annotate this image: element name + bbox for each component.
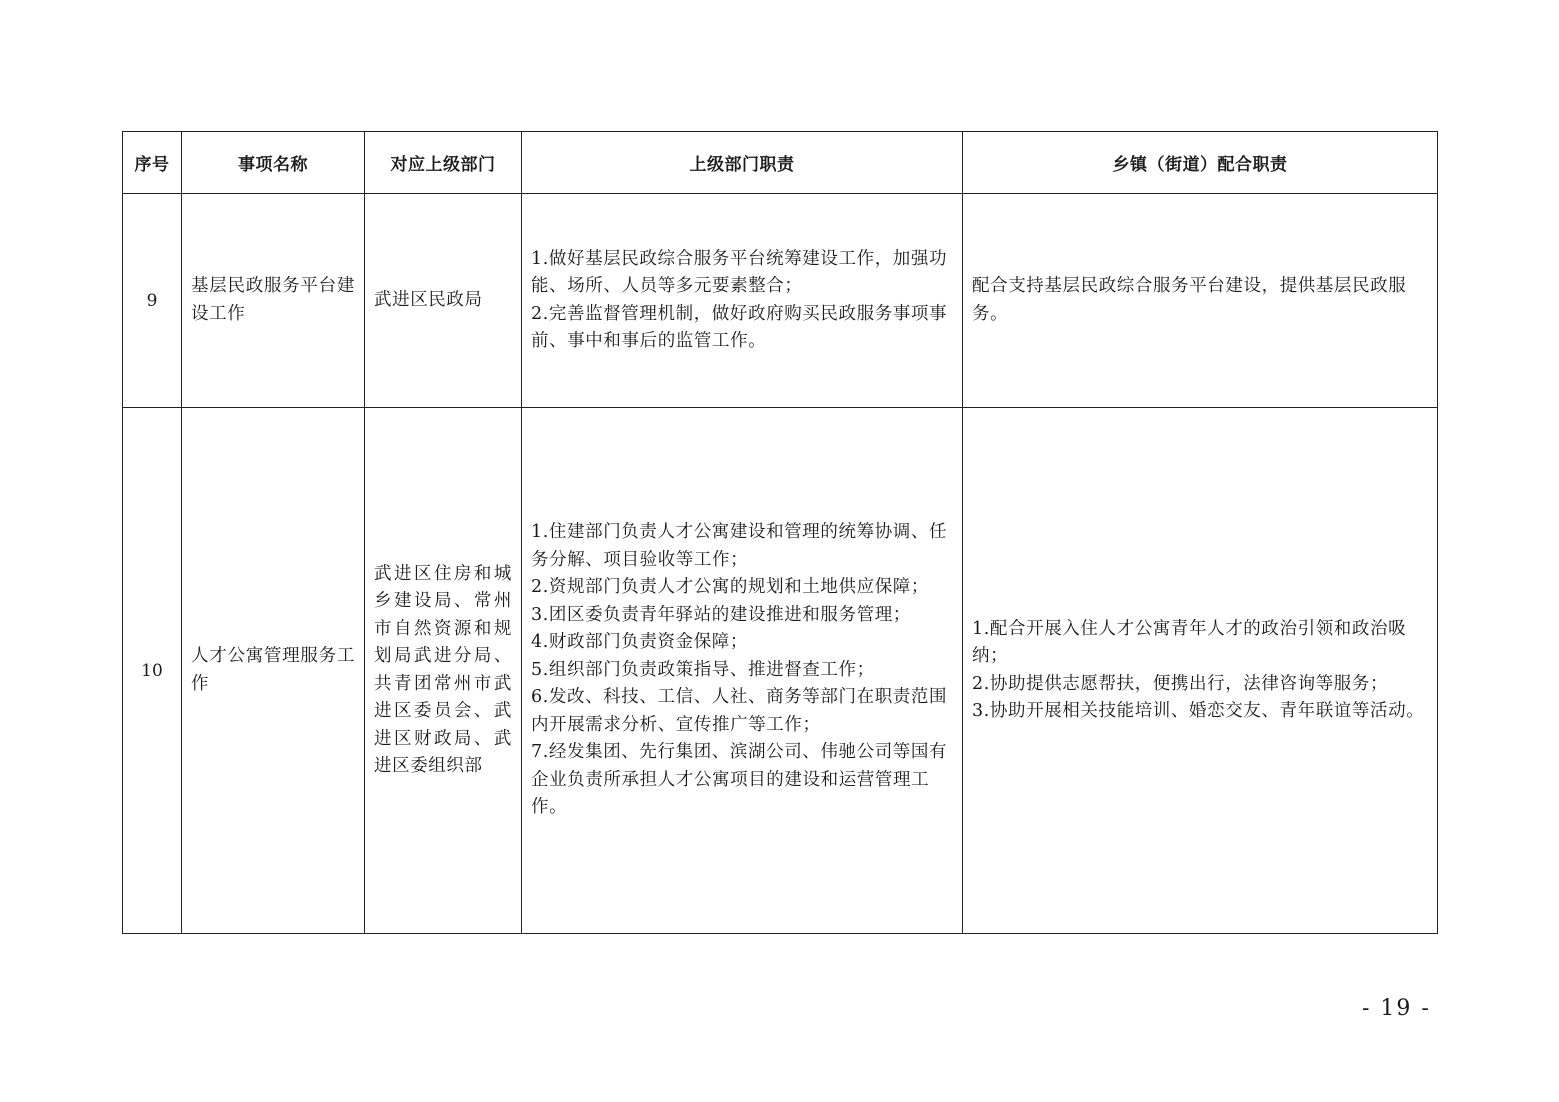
row-town-duties xyxy=(963,194,1438,408)
duty-item: 1.住建部门负责人才公寓建设和管理的统筹协调、任务分解、项目验收等工作； xyxy=(531,522,948,570)
row-department: 武进区民政局 xyxy=(365,194,522,408)
header-seq: 序号 xyxy=(123,132,182,194)
row-town-duties xyxy=(963,408,1438,934)
duty-item: 1.配合开展入住人才公寓青年人才的政治引领和政治吸纳； xyxy=(972,618,1407,666)
row-upper-duties xyxy=(522,408,963,934)
duty-item: 2.协助提供志愿帮扶，便携出行，法律咨询等服务； xyxy=(972,673,1389,694)
header-town-duties: 乡镇（街道）配合职责 xyxy=(963,132,1438,194)
row-seq: 10 xyxy=(123,408,182,934)
duty-item: 1.做好基层民政综合服务平台统筹建设工作，加强功能、场所、人员等多元要素整合； xyxy=(531,248,948,296)
table-header-row xyxy=(123,132,1438,194)
duty-item: 7.经发集团、先行集团、滨湖公司、伟驰公司等国有企业负责所承担人才公寓项目的建设和运营管理工作。 xyxy=(531,742,948,818)
duty-item: 5.组织部门负责政策指导、推进督查工作； xyxy=(531,659,875,680)
row-department: 武进区住房和城乡建设局、常州市自然资源和规划局武进分局、共青团常州市武进区委员会、武进区财政局、武进区委组织部 xyxy=(365,408,522,934)
duties-table xyxy=(122,131,1438,934)
header-item-name: 事项名称 xyxy=(182,132,365,194)
duty-item: 3.协助开展相关技能培训、婚恋交友、青年联谊等活动。 xyxy=(972,701,1425,721)
duty-item: 3.团区委负责青年驿站的建设推进和服务管理； xyxy=(531,604,911,625)
page-number: - 19 - xyxy=(1362,996,1431,1021)
row-upper-duties xyxy=(522,194,963,408)
table-row xyxy=(123,194,1438,408)
table-row xyxy=(123,408,1438,934)
row-item-name: 基层民政服务平台建设工作 xyxy=(182,194,365,408)
duty-item: 4.财政部门负责资金保障； xyxy=(531,632,748,653)
row-item-name: 人才公寓管理服务工作 xyxy=(182,408,365,934)
duty-item: 2.完善监督管理机制，做好政府购买民政服务事项事前、事中和事后的监管工作。 xyxy=(531,303,948,351)
duty-item: 配合支持基层民政综合服务平台建设，提供基层民政服务。 xyxy=(972,276,1407,324)
duty-item: 2.资规部门负责人才公寓的规划和土地供应保障； xyxy=(531,577,929,598)
header-upper-duties: 上级部门职责 xyxy=(522,132,963,194)
header-department: 对应上级部门 xyxy=(365,132,522,194)
row-seq: 9 xyxy=(123,194,182,408)
duty-item: 6.发改、科技、工信、人社、商务等部门在职责范围内开展需求分析、宣传推广等工作； xyxy=(531,687,948,735)
